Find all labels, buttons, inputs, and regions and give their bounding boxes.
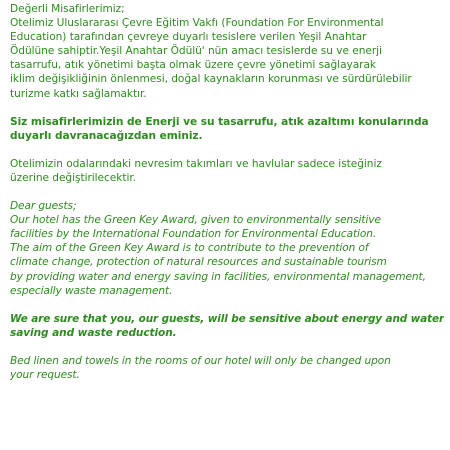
english-intro-line: especially waste management. xyxy=(10,284,173,297)
turkish-bold-line: Siz misafirlerimizin de Enerji ve su tasarrufu, atık azaltımı konularında xyxy=(10,115,429,128)
turkish-intro-paragraph xyxy=(10,16,444,101)
turkish-linen-line: üzerine değiştirilecektir. xyxy=(10,171,137,184)
paragraph-spacer xyxy=(10,298,444,312)
english-linen-line: Bed linen and towels in the rooms of our hotel will only be changed upon xyxy=(10,354,391,367)
english-linen-line: your request. xyxy=(10,368,80,381)
english-bold-line: saving and waste reduction. xyxy=(10,326,177,339)
turkish-intro-line: Otelimiz Uluslararası Çevre Eğitim Vakfı (Foundation For Environmental xyxy=(10,17,384,30)
english-intro-paragraph xyxy=(10,213,444,298)
paragraph-spacer xyxy=(10,101,444,115)
english-intro-line: climate change, protection of natural resources and sustainable tourism xyxy=(10,256,387,269)
turkish-linen-line: Otelimizin odalarındaki nevresim takımları ve havlular sadece isteğiniz xyxy=(10,157,382,170)
paragraph-spacer xyxy=(10,340,444,354)
turkish-bold-line: duyarlı davranacağızdan eminiz. xyxy=(10,129,203,142)
turkish-section xyxy=(10,2,444,185)
paragraph-spacer xyxy=(10,143,444,157)
english-intro-line: facilities by the International Foundation for Environmental Education. xyxy=(10,228,377,241)
turkish-intro-line: Education) tarafından çevreye duyarlı tesislere verilen Yeşil Anahtar xyxy=(10,31,367,44)
turkish-intro-line: turizme katkı sağlamaktır. xyxy=(10,87,147,100)
turkish-linen-paragraph xyxy=(10,157,444,185)
english-bold-line: We are sure that you, our guests, will be sensitive about energy and water xyxy=(10,312,444,325)
section-spacer xyxy=(10,185,444,199)
english-bold-paragraph xyxy=(10,312,444,340)
english-linen-paragraph xyxy=(10,354,444,382)
turkish-bold-paragraph xyxy=(10,115,444,143)
english-intro-line: Our hotel has the Green Key Award, given to environmentally sensitive xyxy=(10,214,381,227)
english-intro-line: The aim of the Green Key Award is to contribute to the prevention of xyxy=(10,242,369,255)
turkish-intro-line: tasarrufu, atık yönetimi başta olmak üzere çevre yönetimi sağlayarak xyxy=(10,59,377,72)
english-section xyxy=(10,199,444,382)
turkish-intro-line: iklim değişikliğinin önlenmesi, doğal kaynakların korunması ve sürdürülebilir xyxy=(10,73,412,86)
turkish-intro-line: Ödülüne sahiptir.Yeşil Anahtar Ödülü' nün amacı tesislerde su ve enerji xyxy=(10,45,382,58)
english-intro-line: by providing water and energy saving in facilities, environmental management, xyxy=(10,270,426,283)
english-greeting: Dear guests; xyxy=(10,200,77,213)
turkish-greeting: Değerli Misafirlerimiz; xyxy=(10,3,125,15)
